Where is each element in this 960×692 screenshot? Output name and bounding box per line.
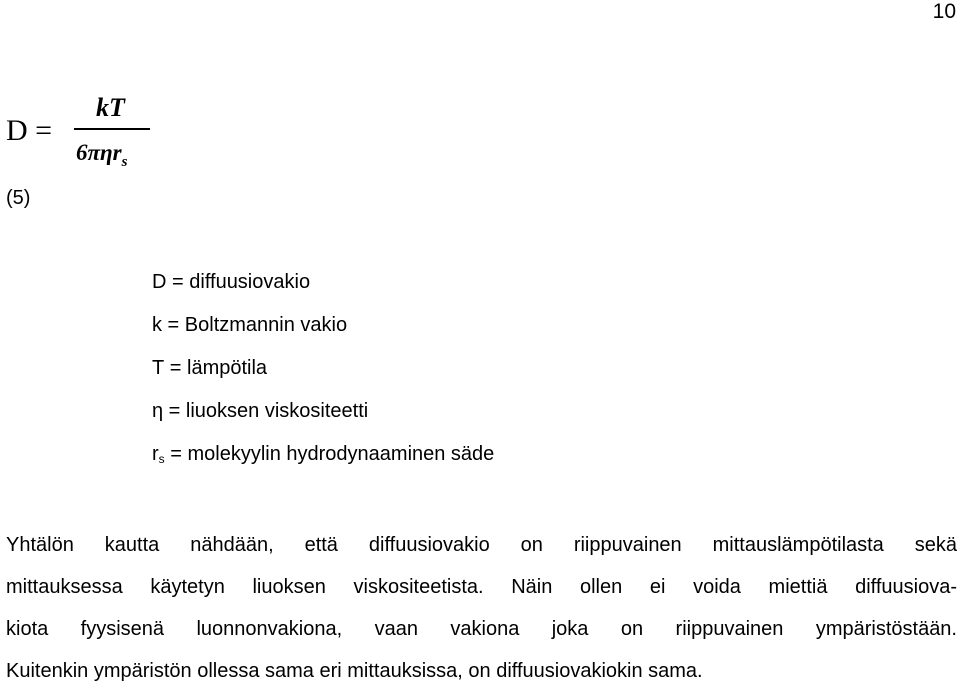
diffusion-formula bbox=[6, 88, 166, 180]
definition-symbol: D bbox=[152, 271, 167, 293]
definition-text: = diffuusiovakio bbox=[166, 271, 311, 293]
paragraph-line: Kuitenkin ympäristön ollessa sama eri mittauksissa, on diffuusiovakiokin sama. bbox=[6, 660, 703, 682]
formula-lhs: D = bbox=[6, 114, 53, 147]
paragraph-line: mittauksessa käytetyn liuoksen viskositeetista. Näin ollen ei voida miettiä diffuusiova- bbox=[6, 576, 957, 598]
formula-denominator-subscript: s bbox=[121, 154, 128, 170]
paragraph-line: Yhtälön kautta nähdään, että diffuusiovakio on riippuvainen mittauslämpötilasta sekä bbox=[6, 534, 957, 556]
definition-item bbox=[152, 442, 494, 485]
definition-text: = molekyylin hydrodynaaminen säde bbox=[164, 443, 495, 465]
definition-item bbox=[152, 270, 494, 313]
definition-item bbox=[152, 356, 494, 399]
symbol-definitions bbox=[152, 270, 494, 485]
formula-denominator: 6πηr bbox=[76, 140, 122, 165]
definition-symbol: k bbox=[152, 314, 162, 336]
paragraph-line: kiota fyysisenä luonnonvakiona, vaan vakiona joka on riippuvainen ympäristöstään. bbox=[6, 618, 957, 640]
definition-symbol: η bbox=[152, 400, 164, 422]
formula-numerator: kT bbox=[96, 93, 125, 122]
definition-symbol: T bbox=[152, 357, 165, 379]
definition-text: = liuoksen viskositeetti bbox=[163, 400, 369, 422]
definition-text: = Boltzmannin vakio bbox=[162, 314, 348, 336]
svg-text:6πηrs bbox=[76, 140, 128, 170]
definition-item bbox=[152, 399, 494, 442]
definition-subscript: s bbox=[158, 452, 165, 466]
definition-item bbox=[152, 313, 494, 356]
page-number: 10 bbox=[932, 0, 956, 23]
body-paragraph bbox=[6, 524, 957, 692]
definition-text: = lämpötila bbox=[164, 357, 268, 379]
definition-symbol: r bbox=[152, 443, 159, 465]
equation-number: (5) bbox=[6, 187, 31, 209]
